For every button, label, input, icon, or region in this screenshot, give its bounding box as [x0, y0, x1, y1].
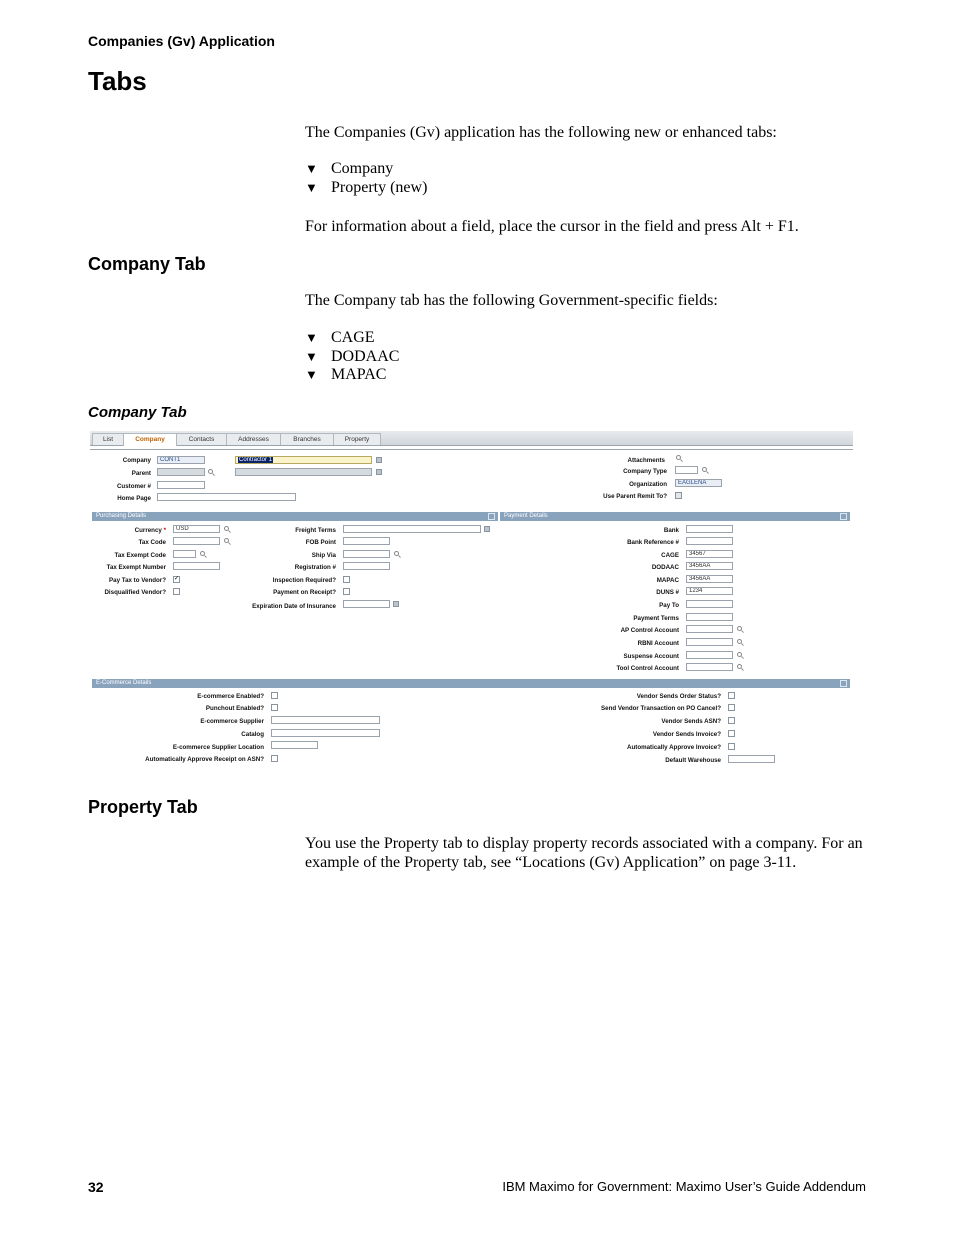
freight-terms-label: Freight Terms: [295, 527, 336, 534]
customer-field[interactable]: [157, 481, 205, 489]
inspection-label: Inspection Required?: [272, 577, 336, 584]
company-bullet-list: [305, 329, 399, 385]
rbni-field[interactable]: [686, 638, 733, 646]
bullet-text: CAGE: [331, 329, 375, 346]
paperclip-icon[interactable]: [676, 455, 681, 460]
ecommerce-enabled-label: E-commerce Enabled?: [197, 693, 264, 700]
catalog-field[interactable]: [271, 729, 380, 737]
auto-approve-receipt-label: Automatically Approve Receipt on ASN?: [145, 756, 264, 763]
pay-to-label: Pay To: [659, 602, 679, 609]
search-icon[interactable]: [224, 526, 229, 531]
collapse-icon[interactable]: [488, 513, 495, 520]
intro-text: The Companies (Gv) application has the following new or enhanced tabs:: [305, 124, 777, 141]
company-description-field[interactable]: [235, 456, 372, 464]
description-value: Contractor 1: [239, 457, 273, 463]
divider: [90, 449, 853, 450]
tab-list[interactable]: List: [92, 433, 124, 445]
inspection-checkbox[interactable]: [343, 576, 350, 583]
order-status-checkbox[interactable]: [728, 692, 735, 699]
payment-terms-label: Payment Terms: [633, 615, 679, 622]
cage-field[interactable]: 34567: [686, 550, 733, 558]
ap-control-field[interactable]: [686, 625, 733, 633]
warehouse-field[interactable]: [728, 755, 775, 763]
company-label: Company: [122, 457, 151, 464]
search-icon[interactable]: [702, 467, 707, 472]
sends-asn-label: Vendor Sends ASN?: [661, 718, 721, 725]
property-tab-heading: Property Tab: [88, 797, 198, 817]
parent-field[interactable]: [157, 468, 205, 476]
company-tab-text: The Company tab has the following Government-specific fields:: [305, 292, 718, 309]
triangle-bullet-icon: ▼: [305, 161, 318, 176]
expiration-field[interactable]: [343, 600, 390, 608]
catalog-label: Catalog: [241, 731, 264, 738]
field-help-text: For information about a field, place the cursor in the field and press Alt + F1.: [305, 218, 799, 235]
tab-addresses[interactable]: Addresses: [226, 433, 281, 445]
parent-description-field[interactable]: [235, 468, 372, 476]
tab-contacts[interactable]: Contacts: [176, 433, 227, 445]
suspense-field[interactable]: [686, 651, 733, 659]
auto-approve-invoice-checkbox[interactable]: [728, 743, 735, 750]
search-icon[interactable]: [737, 639, 742, 644]
triangle-bullet-icon: ▼: [305, 179, 318, 195]
search-icon[interactable]: [224, 538, 229, 543]
warehouse-label: Default Warehouse: [665, 757, 721, 764]
tax-code-field[interactable]: [173, 537, 220, 545]
organization-field[interactable]: EAGLENA: [675, 479, 722, 487]
currency-field[interactable]: USD: [173, 525, 220, 533]
sends-invoice-checkbox[interactable]: [728, 730, 735, 737]
organization-label: Organization: [629, 481, 667, 488]
expiration-label: Expiration Date of Insurance: [252, 603, 336, 610]
intro-bullet-list: [305, 160, 427, 197]
po-cancel-label: Send Vendor Transaction on PO Cancel?: [601, 705, 721, 712]
tab-bar: [90, 431, 853, 446]
triangle-bullet-icon: ▼: [305, 330, 318, 345]
mapac-field[interactable]: 3456AA: [686, 575, 733, 583]
customer-label: Customer #: [116, 483, 151, 490]
page-title: Tabs: [88, 66, 147, 96]
use-parent-checkbox[interactable]: [675, 492, 682, 499]
payment-receipt-checkbox[interactable]: [343, 588, 350, 595]
payment-details-header[interactable]: [500, 512, 850, 521]
registration-field[interactable]: [343, 562, 390, 570]
punchout-checkbox[interactable]: [271, 704, 278, 711]
company-tab-screenshot: [90, 431, 853, 771]
sends-invoice-label: Vendor Sends Invoice?: [652, 731, 721, 738]
long-description-icon[interactable]: [376, 469, 382, 475]
suspense-label: Suspense Account: [623, 653, 679, 660]
fob-point-label: FOB Point: [305, 539, 336, 546]
figure-caption: Company Tab: [88, 404, 187, 421]
ecommerce-enabled-checkbox[interactable]: [271, 692, 278, 699]
list-item: [305, 348, 399, 367]
rbni-label: RBNI Account: [637, 640, 679, 647]
duns-field[interactable]: 1234: [686, 587, 733, 595]
company-type-field[interactable]: [675, 466, 698, 474]
book-title: IBM Maximo for Government: Maximo User’s Guide Addendum: [502, 1179, 866, 1194]
section-title: Payment Details: [504, 513, 548, 519]
currency-label: Currency *: [134, 527, 166, 534]
section-title: Purchasing Details: [96, 513, 147, 519]
bullet-text: MAPAC: [331, 366, 387, 384]
pay-tax-checkbox[interactable]: ✓: [174, 576, 180, 582]
running-header: Companies (Gv) Application: [88, 33, 275, 49]
search-icon[interactable]: [394, 551, 399, 556]
triangle-bullet-icon: ▼: [305, 348, 318, 364]
company-field[interactable]: CONT1: [157, 456, 205, 464]
punchout-label: Punchout Enabled?: [205, 705, 264, 712]
collapse-icon[interactable]: [840, 513, 847, 520]
freight-terms-field[interactable]: [343, 525, 481, 533]
registration-label: Registration #: [294, 564, 336, 571]
page-number: 32: [88, 1179, 104, 1195]
search-icon[interactable]: [737, 664, 742, 669]
collapse-icon[interactable]: [840, 680, 847, 687]
company-type-label: Company Type: [623, 468, 667, 475]
search-icon[interactable]: [737, 652, 742, 657]
long-description-icon[interactable]: [376, 457, 382, 463]
bullet-text: DODAAC: [331, 347, 400, 365]
order-status-label: Vendor Sends Order Status?: [636, 693, 721, 700]
bank-field[interactable]: [686, 525, 733, 533]
ship-via-label: Ship Via: [311, 552, 336, 559]
bank-reference-label: Bank Reference #: [627, 539, 679, 546]
supplier-field[interactable]: [271, 716, 380, 724]
fob-point-field[interactable]: [343, 537, 390, 545]
supplier-label: E-commerce Supplier: [200, 718, 264, 725]
dodaac-label: DODAAC: [651, 564, 679, 571]
tax-code-label: Tax Code: [138, 539, 166, 546]
search-icon[interactable]: [208, 469, 213, 474]
search-icon[interactable]: [200, 551, 205, 556]
tool-control-field[interactable]: [686, 663, 733, 671]
supplier-location-label: E-commerce Supplier Location: [172, 744, 264, 751]
po-cancel-checkbox[interactable]: [728, 704, 735, 711]
long-description-icon[interactable]: [484, 526, 490, 532]
auto-approve-receipt-checkbox[interactable]: [271, 755, 278, 762]
ship-via-field[interactable]: [343, 550, 390, 558]
attachments-label: Attachments: [627, 457, 665, 464]
calendar-icon[interactable]: [393, 601, 399, 607]
bullet-text: Property (new): [331, 178, 428, 196]
disqualified-checkbox[interactable]: [173, 588, 180, 595]
bank-reference-field[interactable]: [686, 537, 733, 545]
tax-exempt-code-label: Tax Exempt Code: [114, 552, 166, 559]
auto-approve-invoice-label: Automatically Approve Invoice?: [627, 744, 721, 751]
tax-exempt-number-field[interactable]: [173, 562, 220, 570]
list-item: [305, 179, 427, 198]
list-item: [305, 160, 427, 179]
list-item: [305, 329, 399, 348]
tab-company[interactable]: Company: [123, 433, 177, 446]
duns-label: DUNS #: [656, 589, 679, 596]
tool-control-label: Tool Control Account: [616, 665, 679, 672]
ecommerce-details-header[interactable]: [92, 679, 850, 688]
use-parent-label: Use Parent Remit To?: [603, 493, 667, 500]
triangle-bullet-icon: ▼: [305, 367, 318, 383]
tax-exempt-number-label: Tax Exempt Number: [106, 564, 166, 571]
property-tab-text: You use the Property tab to display property records associated with a company. For an example of the Property tab, see “Locations (Gv) Application” on page 3-11.: [305, 835, 863, 871]
payment-terms-field[interactable]: [686, 613, 733, 621]
supplier-location-field[interactable]: [271, 741, 318, 749]
pay-to-field[interactable]: [686, 600, 733, 608]
company-tab-heading: Company Tab: [88, 254, 206, 274]
bullet-text: Company: [331, 160, 394, 177]
mapac-label: MAPAC: [656, 577, 679, 584]
dodaac-field[interactable]: 3456AA: [686, 562, 733, 570]
disqualified-label: Disqualified Vendor?: [104, 589, 166, 596]
pay-tax-label: Pay Tax to Vendor?: [109, 577, 166, 584]
homepage-label: Home Page: [117, 495, 151, 502]
homepage-field[interactable]: [157, 493, 296, 501]
section-title: E-Commerce Details: [96, 680, 152, 686]
tab-branches[interactable]: Branches: [280, 433, 334, 445]
sends-asn-checkbox[interactable]: [728, 717, 735, 724]
search-icon[interactable]: [737, 626, 742, 631]
parent-label: Parent: [131, 470, 151, 477]
ap-control-label: AP Control Account: [620, 627, 679, 634]
tab-property[interactable]: Property: [333, 433, 381, 445]
cage-label: CAGE: [661, 552, 679, 559]
list-item: [305, 366, 399, 385]
tax-exempt-code-field[interactable]: [173, 550, 196, 558]
purchasing-details-header[interactable]: [92, 512, 498, 521]
bank-label: Bank: [663, 527, 679, 534]
payment-receipt-label: Payment on Receipt?: [273, 589, 336, 596]
